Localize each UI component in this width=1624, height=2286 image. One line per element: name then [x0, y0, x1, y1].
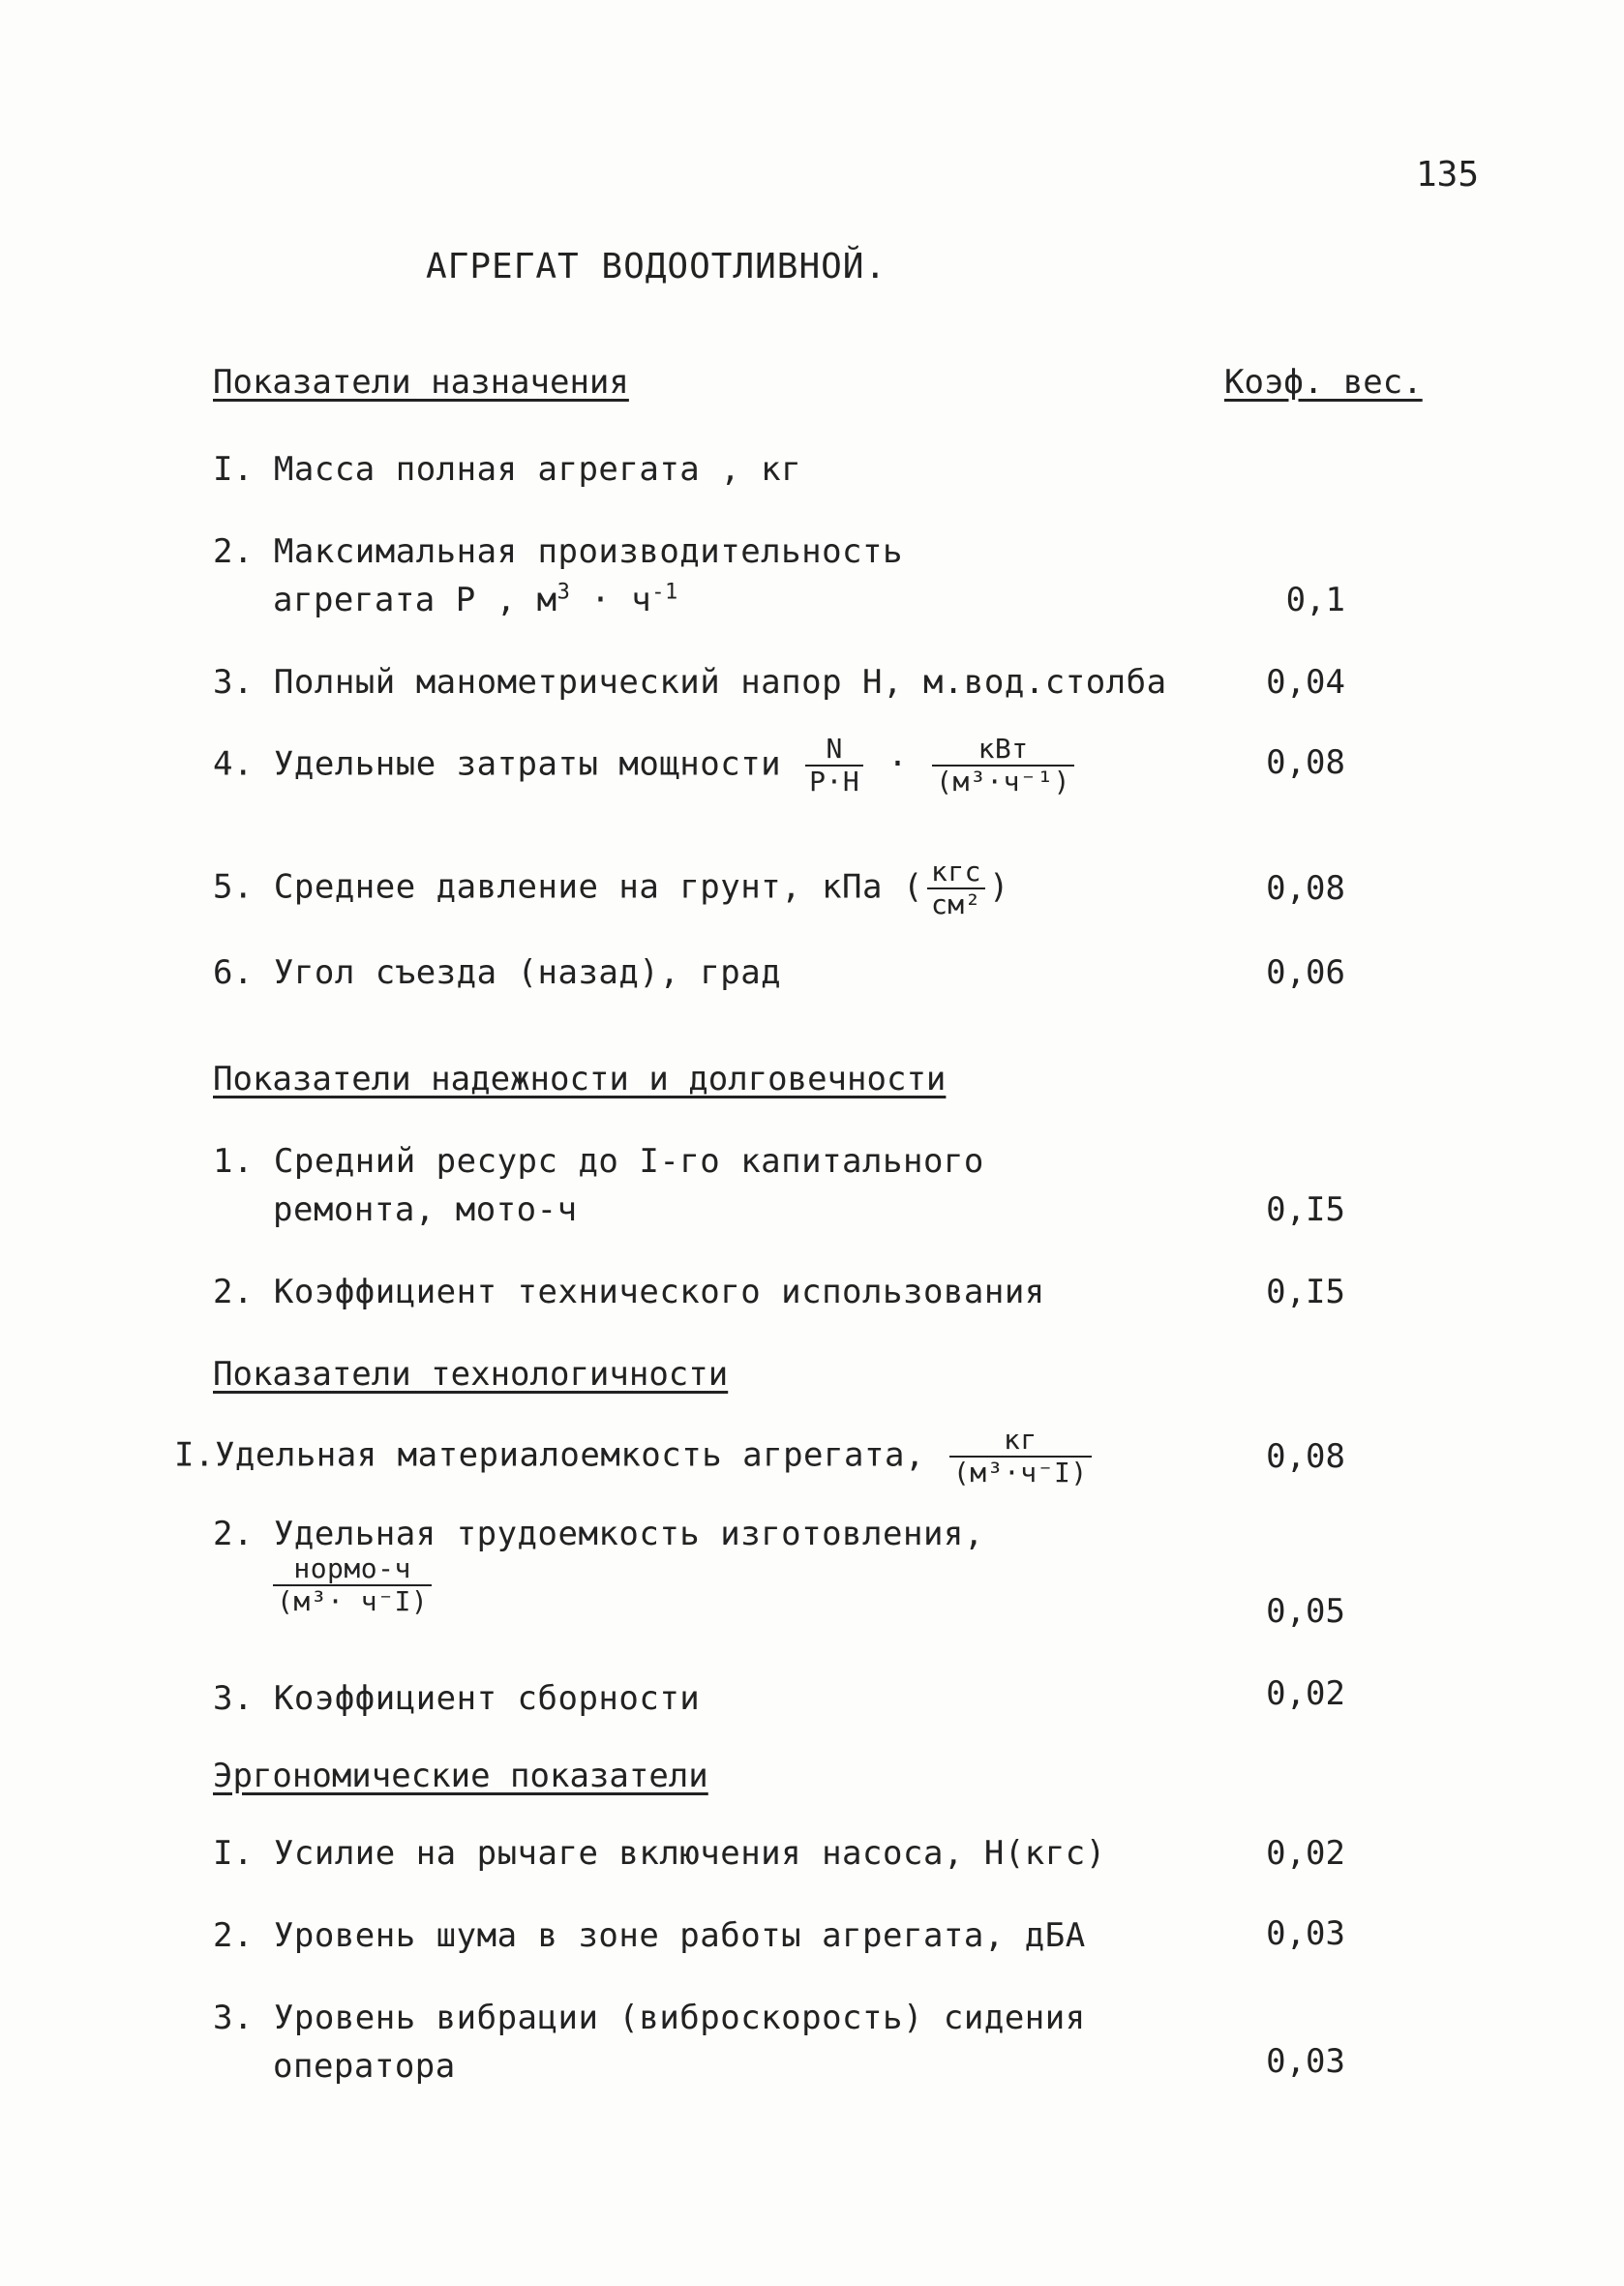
fraction-kw-over-flow: $\frac{\text{кВт}}{\text{(м³·ч⁻¹)}}$: [932, 734, 1074, 797]
section-heading-purpose: Показатели назначения: [213, 363, 629, 402]
technology-item-3: 3. Коэффициент сборности: [213, 1679, 701, 1718]
purpose-item-5: 5. Среднее давление на грунт, кПа ( $\frac{\text{кгс}}{\text{см²}}$ ): [213, 856, 1010, 921]
purpose-item-2-value: 0,1: [1285, 581, 1345, 619]
purpose-item-4: 4. Удельные затраты мощности $\frac{N}{P\cdot H}$ · $\frac{\text{кВт}}{\text{(м³·ч⁻¹)}}$: [213, 734, 1078, 797]
technology-item-1-value: 0,08: [1266, 1437, 1345, 1476]
page-number: 135: [1416, 155, 1480, 195]
ergonomic-item-2-value: 0,03: [1266, 1914, 1345, 1953]
technology-item-2-value: 0,05: [1266, 1592, 1345, 1631]
reliability-item-2: 2. Коэффициент технического использования: [213, 1273, 1045, 1311]
fraction-n-over-ph: $\frac{N}{P\cdot H}$: [805, 734, 863, 797]
purpose-item-6: 6. Угол съезда (назад), град: [213, 953, 782, 992]
technology-item-2-fraction-line: [273, 1553, 436, 1617]
reliability-item-1-line1: 1. Средний ресурс до I-го капитального: [213, 1142, 984, 1181]
fraction-kgs-over-cm2: $\frac{\text{кгс}}{\text{см²}}$: [927, 857, 985, 920]
ergonomic-item-3-line1: 3. Уровень вибрации (виброскорость) сидения: [213, 1999, 1086, 2037]
purpose-item-2-line2: агрегата Р , $м^3 \cdot ч^{-1}$: [273, 580, 678, 619]
purpose-item-5-value: 0,08: [1266, 869, 1345, 908]
purpose-item-4-value: 0,08: [1266, 743, 1345, 782]
ergonomic-item-1-value: 0,02: [1266, 1834, 1345, 1873]
section-heading-technology: Показатели технологичности: [213, 1355, 729, 1394]
fraction-normohours-over-flow: $\frac{\text{нормо-ч}}{\text{(м³· ч⁻I)}}$: [273, 1553, 432, 1617]
technology-item-2-line1: 2. Удельная трудоемкость изготовления,: [213, 1515, 984, 1553]
technology-item-1: I.Удельная материалоемкость агрегата, $\frac{кг}{\text{(м³·ч⁻I)}}$: [174, 1425, 1096, 1489]
ergonomic-item-2: 2. Уровень шума в зоне работы агрегата, дБА: [213, 1916, 1086, 1955]
fraction-kg-over-flow: $\frac{кг}{\text{(м³·ч⁻I)}}$: [949, 1425, 1092, 1489]
weight-column-header: Коэф. вес.: [1224, 363, 1423, 402]
reliability-item-2-value: 0,I5: [1266, 1273, 1345, 1311]
section-heading-reliability: Показатели надежности и долговечности: [213, 1060, 947, 1098]
purpose-item-1: I. Масса полная агрегата , кг: [213, 450, 802, 489]
ergonomic-item-3-line2: оператора: [273, 2047, 456, 2086]
section-heading-ergonomic: Эргономические показатели: [213, 1757, 708, 1795]
purpose-item-3-value: 0,04: [1266, 663, 1345, 702]
document-title: АГРЕГАТ ВОДООТЛИВНОЙ.: [426, 247, 887, 286]
reliability-item-1-line2: ремонта, мото-ч: [273, 1190, 578, 1229]
ergonomic-item-1: I. Усилие на рычаге включения насоса, Н(кгс): [213, 1834, 1106, 1873]
ergonomic-item-3-value: 0,03: [1266, 2042, 1345, 2081]
purpose-item-3: 3. Полный манометрический напор Н, м.вод.столба: [213, 663, 1167, 702]
purpose-item-6-value: 0,06: [1266, 953, 1345, 992]
reliability-item-1-value: 0,I5: [1266, 1190, 1345, 1229]
purpose-item-2-line1: 2. Максимальная производительность: [213, 532, 903, 571]
technology-item-3-value: 0,02: [1266, 1674, 1345, 1713]
